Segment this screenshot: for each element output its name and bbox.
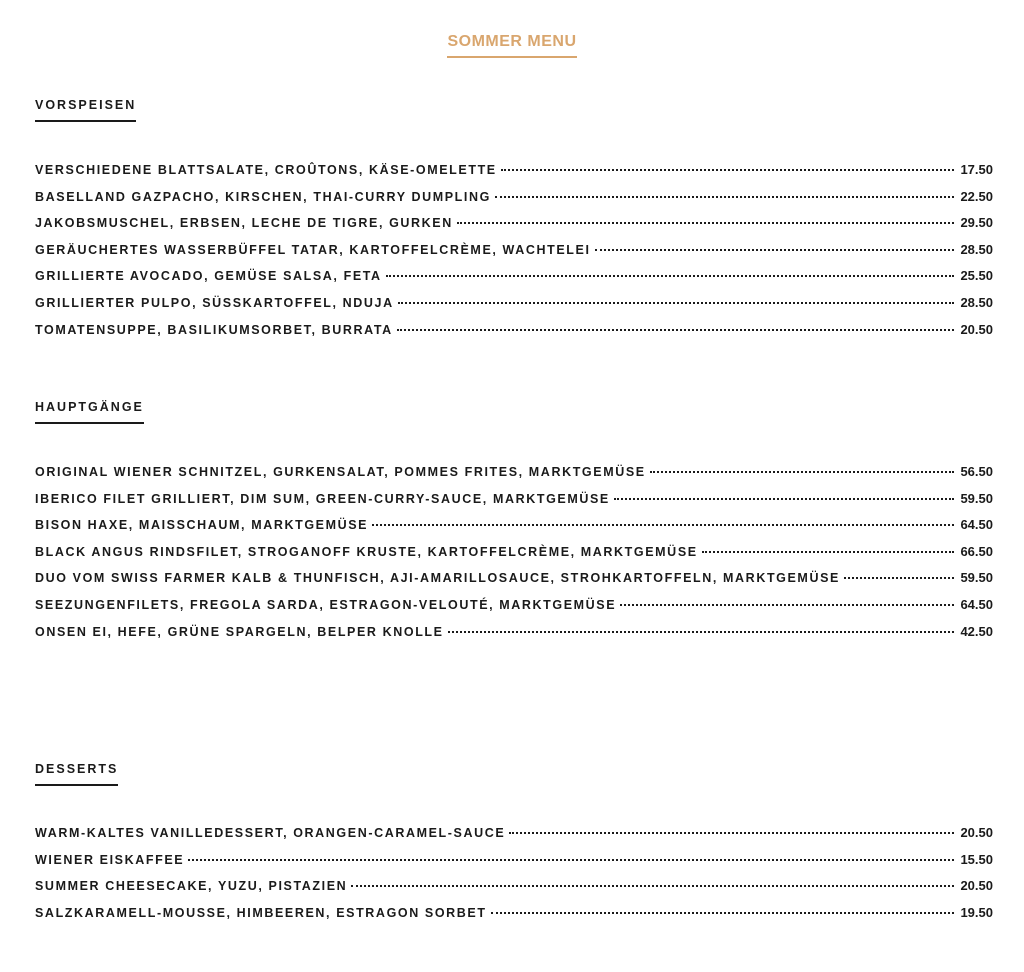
item-list xyxy=(35,825,993,931)
dot-leader xyxy=(614,498,955,500)
menu-item xyxy=(35,295,993,322)
dot-leader xyxy=(501,169,955,171)
item-list xyxy=(35,162,993,348)
item-name: GERÄUCHERTES WASSERBÜFFEL TATAR, KARTOFFELCRÈME, WACHTELEI xyxy=(35,242,591,257)
item-price: 64.50 xyxy=(960,517,993,533)
item-name: JAKOBSMUSCHEL, ERBSEN, LECHE DE TIGRE, GURKEN xyxy=(35,216,453,231)
menu-item xyxy=(35,544,993,571)
section-desserts xyxy=(35,760,993,786)
menu-item xyxy=(35,852,993,879)
menu-item xyxy=(35,322,993,349)
item-name: SEEZUNGENFILETS, FREGOLA SARDA, ESTRAGON-VELOUTÉ, MARKTGEMÜSE xyxy=(35,597,617,612)
item-name: BLACK ANGUS RINDSFILET, STROGANOFF KRUSTE, KARTOFFELCRÈME, MARKTGEMÜSE xyxy=(35,544,698,559)
item-name: IBERICO FILET GRILLIERT, DIM SUM, GREEN-CURRY-SAUCE, MARKTGEMÜSE xyxy=(35,491,610,506)
dot-leader xyxy=(620,604,954,606)
menu-item xyxy=(35,825,993,852)
dot-leader xyxy=(397,329,955,331)
item-price: 66.50 xyxy=(960,543,993,559)
section-vorspeisen xyxy=(35,96,993,122)
item-name: ONSEN EI, HEFE, GRÜNE SPARGELN, BELPER KNOLLE xyxy=(35,624,444,639)
dot-leader xyxy=(386,275,955,277)
item-name: SALZKARAMELL-MOUSSE, HIMBEEREN, ESTRAGON SORBET xyxy=(35,905,487,920)
item-price: 64.50 xyxy=(960,596,993,612)
item-name: GRILLIERTE AVOCADO, GEMÜSE SALSA, FETA xyxy=(35,269,382,284)
item-name: BASELLAND GAZPACHO, KIRSCHEN, THAI-CURRY DUMPLING xyxy=(35,189,491,204)
item-price: 20.50 xyxy=(960,878,993,894)
dot-leader xyxy=(595,249,955,251)
dot-leader xyxy=(398,302,955,304)
item-price: 59.50 xyxy=(960,570,993,586)
menu-item xyxy=(35,215,993,242)
item-name: GRILLIERTER PULPO, SÜSSKARTOFFEL, NDUJA xyxy=(35,295,394,310)
dot-leader xyxy=(448,631,955,633)
item-price: 20.50 xyxy=(960,825,993,840)
item-name: WARM-KALTES VANILLEDESSERT, ORANGEN-CARAMEL-SAUCE xyxy=(35,826,506,840)
menu-item xyxy=(35,268,993,295)
menu-item xyxy=(35,242,993,269)
item-price: 20.50 xyxy=(960,321,993,337)
item-name: DUO VOM SWISS FARMER KALB & THUNFISCH, AJI-AMARILLOSAUCE, STROHKARTOFFELN, MARKTGEMÜSE xyxy=(35,571,840,586)
menu-item xyxy=(35,491,993,518)
menu-item xyxy=(35,162,993,189)
menu-item xyxy=(35,570,993,597)
item-price: 19.50 xyxy=(960,904,993,920)
item-price: 17.50 xyxy=(960,162,993,177)
item-price: 56.50 xyxy=(960,464,993,479)
menu-item xyxy=(35,189,993,216)
item-name: WIENER EISKAFFEE xyxy=(35,852,185,867)
section-hauptgaenge xyxy=(35,398,993,424)
section-heading-vorspeisen: VORSPEISEN xyxy=(35,98,136,122)
dot-leader xyxy=(495,196,955,198)
menu-item xyxy=(35,624,993,651)
menu-item xyxy=(35,597,993,624)
dot-leader xyxy=(351,885,954,887)
item-price: 25.50 xyxy=(960,268,993,284)
item-name: BISON HAXE, MAISSCHAUM, MARKTGEMÜSE xyxy=(35,518,369,533)
item-name: TOMATENSUPPE, BASILIKUMSORBET, BURRATA xyxy=(35,322,393,337)
menu-item xyxy=(35,464,993,491)
item-price: 22.50 xyxy=(960,188,993,204)
item-list xyxy=(35,464,993,650)
item-price: 29.50 xyxy=(960,215,993,231)
item-name: VERSCHIEDENE BLATTSALATE, CROÛTONS, KÄSE-OMELETTE xyxy=(35,163,497,177)
dot-leader xyxy=(491,912,955,914)
item-price: 28.50 xyxy=(960,241,993,257)
menu-item xyxy=(35,517,993,544)
dot-leader xyxy=(650,471,955,473)
section-heading-desserts: DESSERTS xyxy=(35,762,118,786)
dot-leader xyxy=(372,524,954,526)
menu-title: SOMMER MENU xyxy=(447,33,576,58)
item-price: 15.50 xyxy=(960,851,993,867)
item-name: SUMMER CHEESECAKE, YUZU, PISTAZIEN xyxy=(35,879,348,894)
item-price: 42.50 xyxy=(960,623,993,639)
dot-leader xyxy=(457,222,955,224)
dot-leader xyxy=(702,551,955,553)
menu-item xyxy=(35,905,993,932)
item-price: 59.50 xyxy=(960,490,993,506)
menu-item xyxy=(35,878,993,905)
section-heading-hauptgaenge: HAUPTGÄNGE xyxy=(35,400,144,424)
item-price: 28.50 xyxy=(960,294,993,310)
dot-leader xyxy=(188,859,954,861)
item-name: ORIGINAL WIENER SCHNITZEL, GURKENSALAT, POMMES FRITES, MARKTGEMÜSE xyxy=(35,465,646,479)
dot-leader xyxy=(844,577,955,579)
dot-leader xyxy=(509,832,954,834)
menu-title-wrapper xyxy=(0,33,1024,58)
